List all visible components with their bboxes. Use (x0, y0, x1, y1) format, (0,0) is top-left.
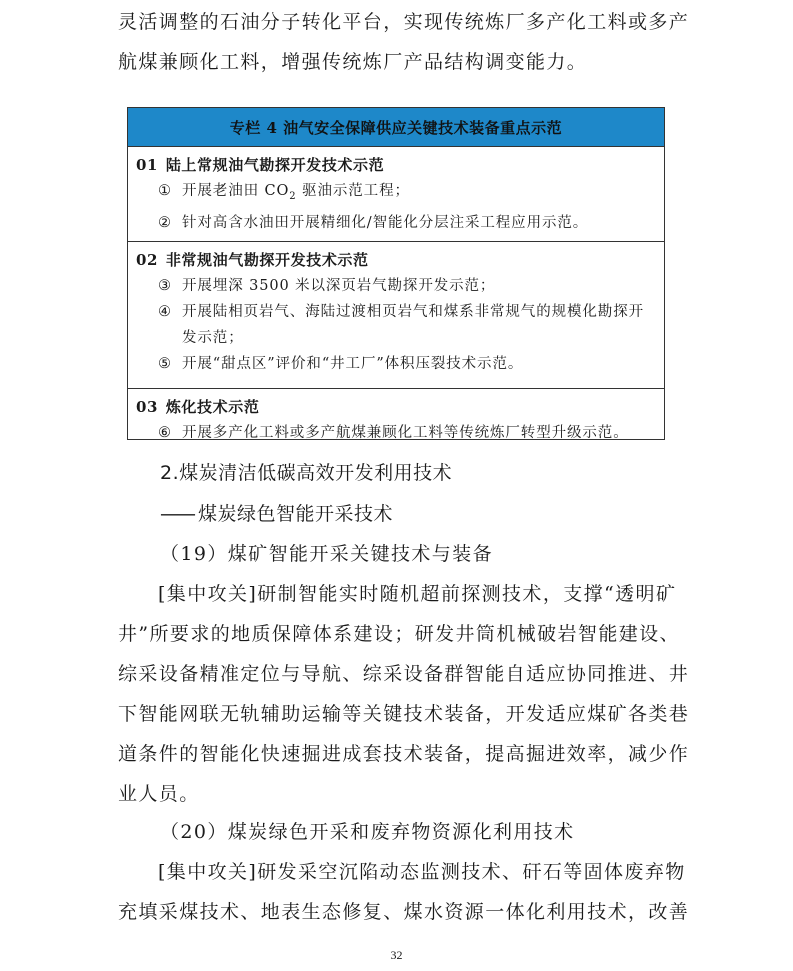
section-number: 03 (136, 398, 159, 416)
body-line: 下智能网联无轨辅助运输等关键技术装备，开发适应煤矿各类巷 (118, 703, 690, 725)
em-dash: —— (160, 503, 194, 525)
intro-line: 灵活调整的石油分子转化平台，实现传统炼厂多产化工料或多产 (118, 11, 690, 33)
section-title-text: 炼化技术示范 (165, 398, 260, 416)
body-line: 充填采煤技术、地表生态修复、煤水资源一体化利用技术，改善 (118, 901, 690, 923)
section-title-text: 非常规油气勘探开发技术示范 (165, 251, 369, 269)
item-text: 开展老油田 $CO_2$ 驱油示范工程； (182, 183, 410, 202)
item-20-title: （20）煤炭绿色开采和废弃物资源化利用技术 (160, 821, 575, 843)
sub-heading-text: 煤炭绿色智能开采技术 (198, 503, 394, 525)
body-line: [集中攻关]研发采空沉陷动态监测技术、矸石等固体废弃物 (158, 861, 686, 883)
item-text: 开展埋深 3500 米以深页岩气勘探开发示范； (182, 278, 496, 294)
item-text: 开展“甜点区”评价和“井工厂”体积压裂技术示范。 (182, 356, 524, 372)
item-19-title: （19）煤矿智能开采关键技术与装备 (160, 543, 493, 565)
column-section-01 (128, 147, 664, 242)
item-marker: ④ (158, 304, 172, 320)
list-item (158, 273, 664, 299)
body-line: 业人员。 (118, 783, 200, 805)
section-number: 01 (136, 156, 159, 174)
column-title: 专栏 4 油气安全保障供应关键技术装备重点示范 (128, 108, 664, 147)
list-item (158, 210, 664, 236)
list-item (158, 351, 664, 377)
section-heading: 2.煤炭清洁低碳高效开发利用技术 (160, 462, 453, 484)
body-line: 道条件的智能化快速掘进成套技术装备，提高掘进效率，减少作 (118, 743, 690, 765)
item-marker: ① (158, 183, 172, 199)
list-item (158, 420, 664, 446)
list-item (158, 299, 664, 351)
item-marker: ② (158, 214, 172, 231)
section-title-text: 陆上常规油气勘探开发技术示范 (165, 156, 385, 174)
intro-paragraph (118, 2, 690, 82)
sub-heading (160, 494, 393, 534)
intro-line: 航煤兼顾化工料，增强传统炼厂产品结构调变能力。 (118, 51, 588, 73)
section-number: 02 (136, 251, 159, 269)
item-marker: ⑥ (158, 425, 172, 441)
body-line: [集中攻关]研制智能实时随机超前探测技术，支撑“透明矿 (158, 583, 677, 605)
page-number: 32 (390, 948, 403, 962)
body-line: 综采设备精准定位与导航、综采设备群智能自适应协同推进、井 (118, 663, 690, 685)
item-20-body (118, 852, 690, 932)
column-section-03 (128, 389, 664, 441)
item-marker: ③ (158, 278, 172, 294)
section-title (136, 248, 664, 273)
item-text: 针对高含水油田开展精细化/智能化分层注采工程应用示范。 (182, 214, 589, 231)
body-line: 井”所要求的地质保障体系建设；研发井筒机械破岩智能建设、 (118, 623, 680, 645)
feature-column-box (127, 107, 665, 440)
item-marker: ⑤ (158, 356, 172, 372)
section-title (136, 395, 664, 420)
list-item (158, 178, 664, 210)
item-19-body (118, 574, 690, 814)
section-title (136, 153, 664, 178)
column-section-02 (128, 242, 664, 389)
item-text: 开展多产化工料或多产航煤兼顾化工料等传统炼厂转型升级示范。 (182, 425, 629, 441)
item-text: 开展陆相页岩气、海陆过渡相页岩气和煤系非常规气的规模化勘探开发示范； (182, 304, 644, 346)
